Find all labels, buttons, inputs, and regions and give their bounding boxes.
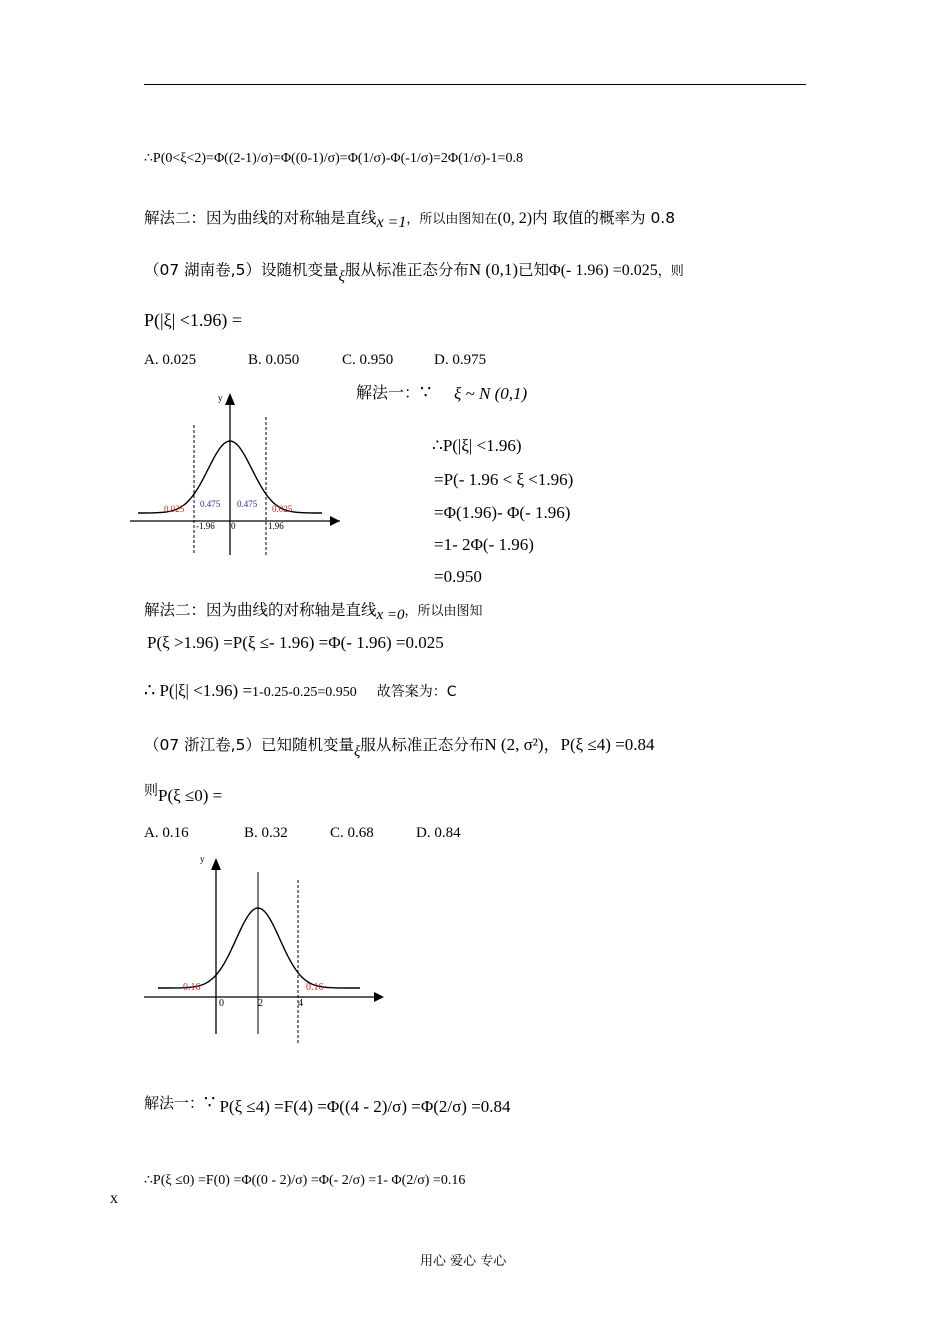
area-label-left-tail: 0.025 bbox=[164, 504, 185, 514]
option-b: B. 0.050 bbox=[248, 352, 300, 368]
options-zhejiang bbox=[144, 825, 461, 842]
tick-label-zero: 0 bbox=[219, 998, 224, 1009]
option-c: C. 0.68 bbox=[330, 825, 374, 841]
x-axis-arrow bbox=[330, 516, 340, 526]
solution-two-line: 解法二：因为曲线的对称轴是直线x =1，所以由图知在(0, 2)内 取值的概率为 0.8 bbox=[144, 209, 676, 231]
question-hunan: （07 湖南卷,5）设随机变量ξ服从标准正态分布N (0,1)已知Φ(- 1.96) =0.025，则 bbox=[144, 260, 684, 285]
area-label-right-center: 0.475 bbox=[237, 499, 258, 509]
x-axis-arrow bbox=[374, 992, 384, 1002]
conclusion-line: ∴ P(|ξ| <1.96) =1-0.25-0.25=0.950 故答案为：C bbox=[144, 680, 457, 701]
solution-one-label: 解法一：∵ bbox=[356, 382, 432, 403]
question-zhejiang-ask: 则P(ξ ≤0) = bbox=[144, 783, 223, 805]
solution-one-premise: ξ ~ N (0,1) bbox=[454, 384, 528, 403]
question-hunan-ask: P(|ξ| <1.96) = bbox=[144, 310, 243, 330]
area-label-right-tail: 0.16 bbox=[306, 982, 324, 993]
tick-label-pos: 1.96 bbox=[268, 521, 284, 531]
derivation-line-2: =P(- 1.96 < ξ <1.96) bbox=[434, 470, 574, 489]
derivation-line-1: ∴P(|ξ| <1.96) bbox=[432, 436, 522, 455]
top-equation: ∴P(0<ξ<2)=Φ((2-1)/σ)=Φ((0-1)/σ)=Φ(1/σ)-Φ(-1/σ)=2Φ(1/σ)-1=0.8 bbox=[144, 151, 523, 166]
solution-zhejiang-line-2: ∴P(ξ ≤0) =F(0) =Φ((0 - 2)/σ) =Φ(- 2/σ) =1- Φ(2/σ) =0.16 bbox=[144, 1173, 466, 1188]
area-label-right-tail: 0.025 bbox=[272, 504, 293, 514]
option-d: D. 0.84 bbox=[416, 825, 461, 841]
tick-label-two: 2 bbox=[258, 998, 263, 1009]
question-zhejiang: （07 浙江卷,5）已知随机变量ξ服从标准正态分布N (2, σ²)，P(ξ ≤4) =0.84 bbox=[144, 735, 655, 760]
tick-label-zero: 0 bbox=[231, 521, 236, 531]
derivation-line-5: =0.950 bbox=[434, 567, 482, 586]
option-c: C. 0.950 bbox=[342, 352, 394, 368]
derivation-line-4: =1- 2Φ(- 1.96) bbox=[434, 535, 534, 554]
tick-label-neg: -1.96 bbox=[196, 521, 215, 531]
options-hunan bbox=[144, 352, 486, 369]
header-rule bbox=[144, 84, 806, 85]
normal-curve-graph-2 bbox=[140, 848, 388, 1048]
y-axis-arrow bbox=[211, 858, 221, 870]
derivation-line-3: =Φ(1.96)- Φ(- 1.96) bbox=[434, 503, 571, 522]
solution-zhejiang-line-1: 解法一：∵ P(ξ ≤4) =F(4) =Φ((4 - 2)/σ) =Φ(2/σ) =0.84 bbox=[144, 1092, 511, 1116]
option-b: B. 0.32 bbox=[244, 825, 288, 841]
area-label-left-center: 0.475 bbox=[200, 499, 221, 509]
footer-text: 用心 爱心 专心 bbox=[420, 1254, 507, 1269]
y-axis-arrow bbox=[225, 393, 235, 405]
normal-curve-graph-1 bbox=[126, 385, 346, 557]
area-label-left-tail: 0.16 bbox=[183, 982, 201, 993]
option-d: D. 0.975 bbox=[434, 352, 487, 368]
y-label: y bbox=[200, 854, 205, 864]
solution-two-hunan: 解法二：因为曲线的对称轴是直线x =0，所以由图知 bbox=[144, 601, 483, 623]
option-a: A. 0.16 bbox=[144, 825, 189, 841]
bell-curve bbox=[158, 908, 360, 988]
stray-mark: x bbox=[110, 1190, 118, 1207]
solution-two-equation: P(ξ >1.96) =P(ξ ≤- 1.96) =Φ(- 1.96) =0.025 bbox=[147, 633, 444, 652]
y-label: y bbox=[218, 393, 223, 403]
option-a: A. 0.025 bbox=[144, 352, 197, 368]
tick-label-four: 4 bbox=[298, 998, 303, 1009]
